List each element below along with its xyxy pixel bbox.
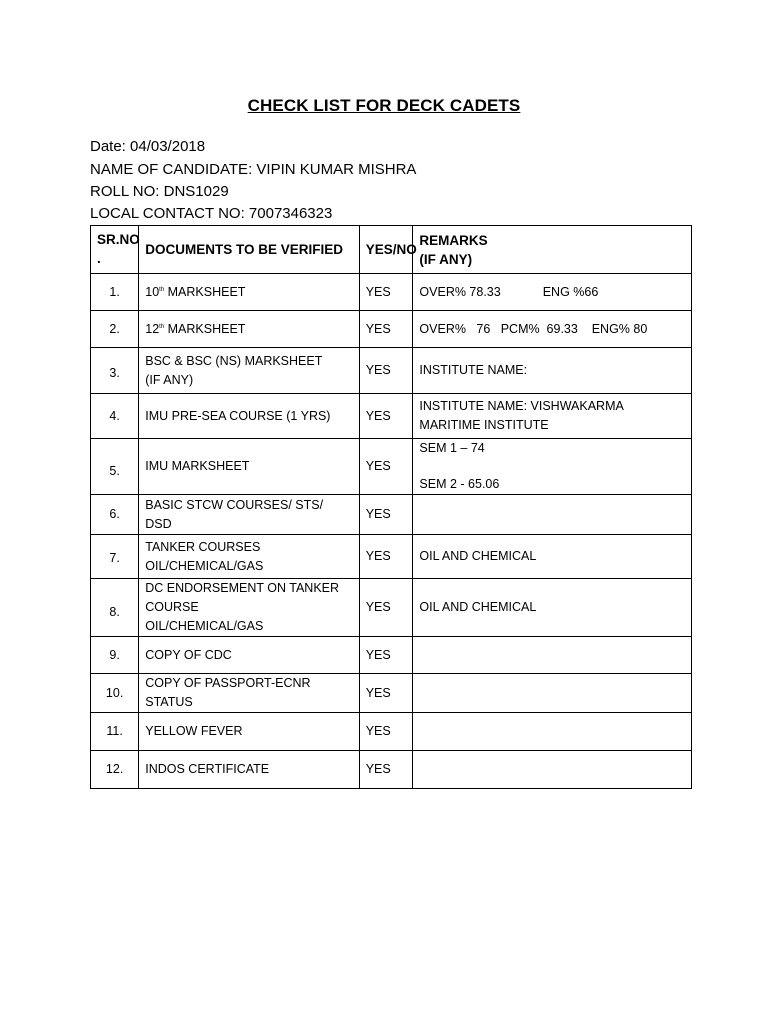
document-cell: IMU PRE-SEA COURSE (1 YRS) [139, 394, 359, 439]
sr-cell: 2. [91, 311, 139, 348]
yes-no-cell: YES [359, 394, 413, 439]
table-row [91, 535, 692, 579]
sr-cell: 11. [91, 713, 139, 751]
header-yes-no: YES/NO [359, 226, 413, 274]
sr-cell: 7. [91, 535, 139, 579]
document-cell: COPY OF PASSPORT-ECNR STATUS [139, 674, 359, 713]
remarks-cell [413, 751, 692, 789]
checklist-table [90, 225, 692, 789]
table-header-row [91, 226, 692, 274]
contact-number-line: LOCAL CONTACT NO: 7007346323 [90, 205, 333, 222]
table-row [91, 394, 692, 439]
yes-no-cell: YES [359, 674, 413, 713]
table-row [91, 274, 692, 311]
yes-no-cell: YES [359, 579, 413, 637]
document-cell: DC ENDORSEMENT ON TANKER COURSE OIL/CHEMICAL/GAS [139, 579, 359, 637]
sr-cell: 3. [91, 348, 139, 394]
remarks-cell: OIL AND CHEMICAL [413, 579, 692, 637]
remarks-cell [413, 713, 692, 751]
yes-no-cell: YES [359, 439, 413, 495]
table-row [91, 495, 692, 535]
remarks-cell: OVER% 78.33 ENG %66 [413, 274, 692, 311]
yes-no-cell: YES [359, 348, 413, 394]
table-row [91, 713, 692, 751]
sr-cell: 8. [91, 579, 139, 637]
page-title: CHECK LIST FOR DECK CADETS [247, 96, 521, 115]
yes-no-cell: YES [359, 311, 413, 348]
document-cell: IMU MARKSHEET [139, 439, 359, 495]
header-sr-no: SR.NO . [91, 226, 139, 274]
yes-no-cell: YES [359, 751, 413, 789]
document-cell: YELLOW FEVER [139, 713, 359, 751]
document-cell: 10th MARKSHEET [139, 274, 359, 311]
table-row [91, 439, 692, 495]
sr-cell: 4. [91, 394, 139, 439]
sr-cell: 6. [91, 495, 139, 535]
remarks-cell [413, 495, 692, 535]
sr-cell: 10. [91, 674, 139, 713]
document-cell: 12th MARKSHEET [139, 311, 359, 348]
document-cell: INDOS CERTIFICATE [139, 751, 359, 789]
table-row [91, 637, 692, 674]
remarks-cell: SEM 1 – 74 SEM 2 - 65.06 [413, 439, 692, 495]
table-row [91, 311, 692, 348]
sr-cell: 9. [91, 637, 139, 674]
remarks-cell: OIL AND CHEMICAL [413, 535, 692, 579]
document-cell: BASIC STCW COURSES/ STS/ DSD [139, 495, 359, 535]
table-row [91, 674, 692, 713]
header-documents: DOCUMENTS TO BE VERIFIED [139, 226, 359, 274]
sr-cell: 1. [91, 274, 139, 311]
document-cell: TANKER COURSES OIL/CHEMICAL/GAS [139, 535, 359, 579]
document-cell: COPY OF CDC [139, 637, 359, 674]
candidate-name-line: NAME OF CANDIDATE: VIPIN KUMAR MISHRA [90, 161, 417, 178]
yes-no-cell: YES [359, 713, 413, 751]
table-row [91, 348, 692, 394]
yes-no-cell: YES [359, 637, 413, 674]
table-row [91, 579, 692, 637]
yes-no-cell: YES [359, 495, 413, 535]
table-row [91, 751, 692, 789]
sr-cell: 5. [91, 439, 139, 495]
remarks-cell [413, 637, 692, 674]
header-remarks: REMARKS (IF ANY) [413, 226, 692, 274]
roll-number-line: ROLL NO: DNS1029 [90, 183, 229, 200]
remarks-cell [413, 674, 692, 713]
date-line: Date: 04/03/2018 [90, 138, 206, 155]
remarks-cell: INSTITUTE NAME: VISHWAKARMA MARITIME INSTITUTE [413, 394, 692, 439]
yes-no-cell: YES [359, 535, 413, 579]
remarks-cell: INSTITUTE NAME: [413, 348, 692, 394]
document-cell: BSC & BSC (NS) MARKSHEET (IF ANY) [139, 348, 359, 394]
remarks-cell: OVER% 76 PCM% 69.33 ENG% 80 [413, 311, 692, 348]
yes-no-cell: YES [359, 274, 413, 311]
sr-cell: 12. [91, 751, 139, 789]
